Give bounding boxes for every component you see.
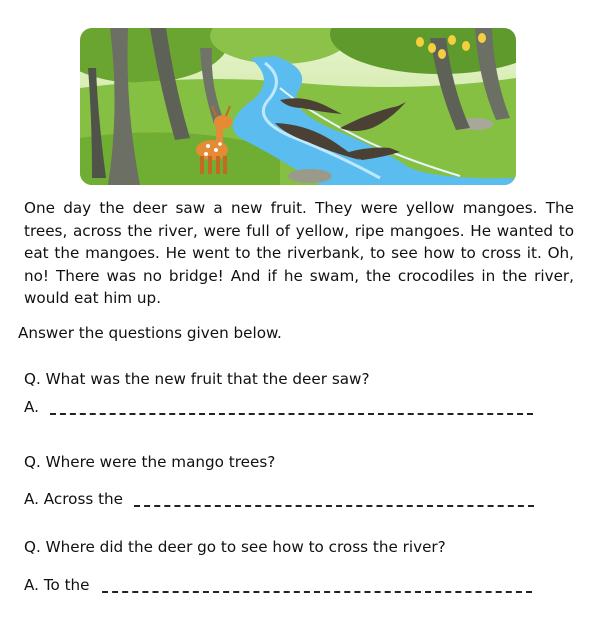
answer-2-blank[interactable] <box>134 505 534 507</box>
answer-1-label: A. <box>24 398 39 416</box>
story-illustration <box>80 28 516 185</box>
question-1: Q. What was the new fruit that the deer saw? <box>24 370 370 388</box>
question-2: Q. Where were the mango trees? <box>24 453 276 471</box>
answer-3-blank[interactable] <box>102 591 532 593</box>
river-scene-image <box>80 28 516 185</box>
story-paragraph: One day the deer saw a new fruit. They were yellow mangoes. The trees, across the river, were full of yellow, ripe mangoes. He wanted to eat the mangoes. He went to the riverbank, to see how to cross it. Oh, no! There was no bridge! And if he swam, the crocodiles in the river, would eat him up. <box>24 199 574 307</box>
answer-3-label: A. To the <box>24 576 90 594</box>
instruction-text: Answer the questions given below. <box>18 324 282 342</box>
answer-2-label: A. Across the <box>24 490 124 508</box>
question-3: Q. Where did the deer go to see how to cross the river? <box>24 538 446 556</box>
answer-1-blank[interactable] <box>50 413 533 415</box>
